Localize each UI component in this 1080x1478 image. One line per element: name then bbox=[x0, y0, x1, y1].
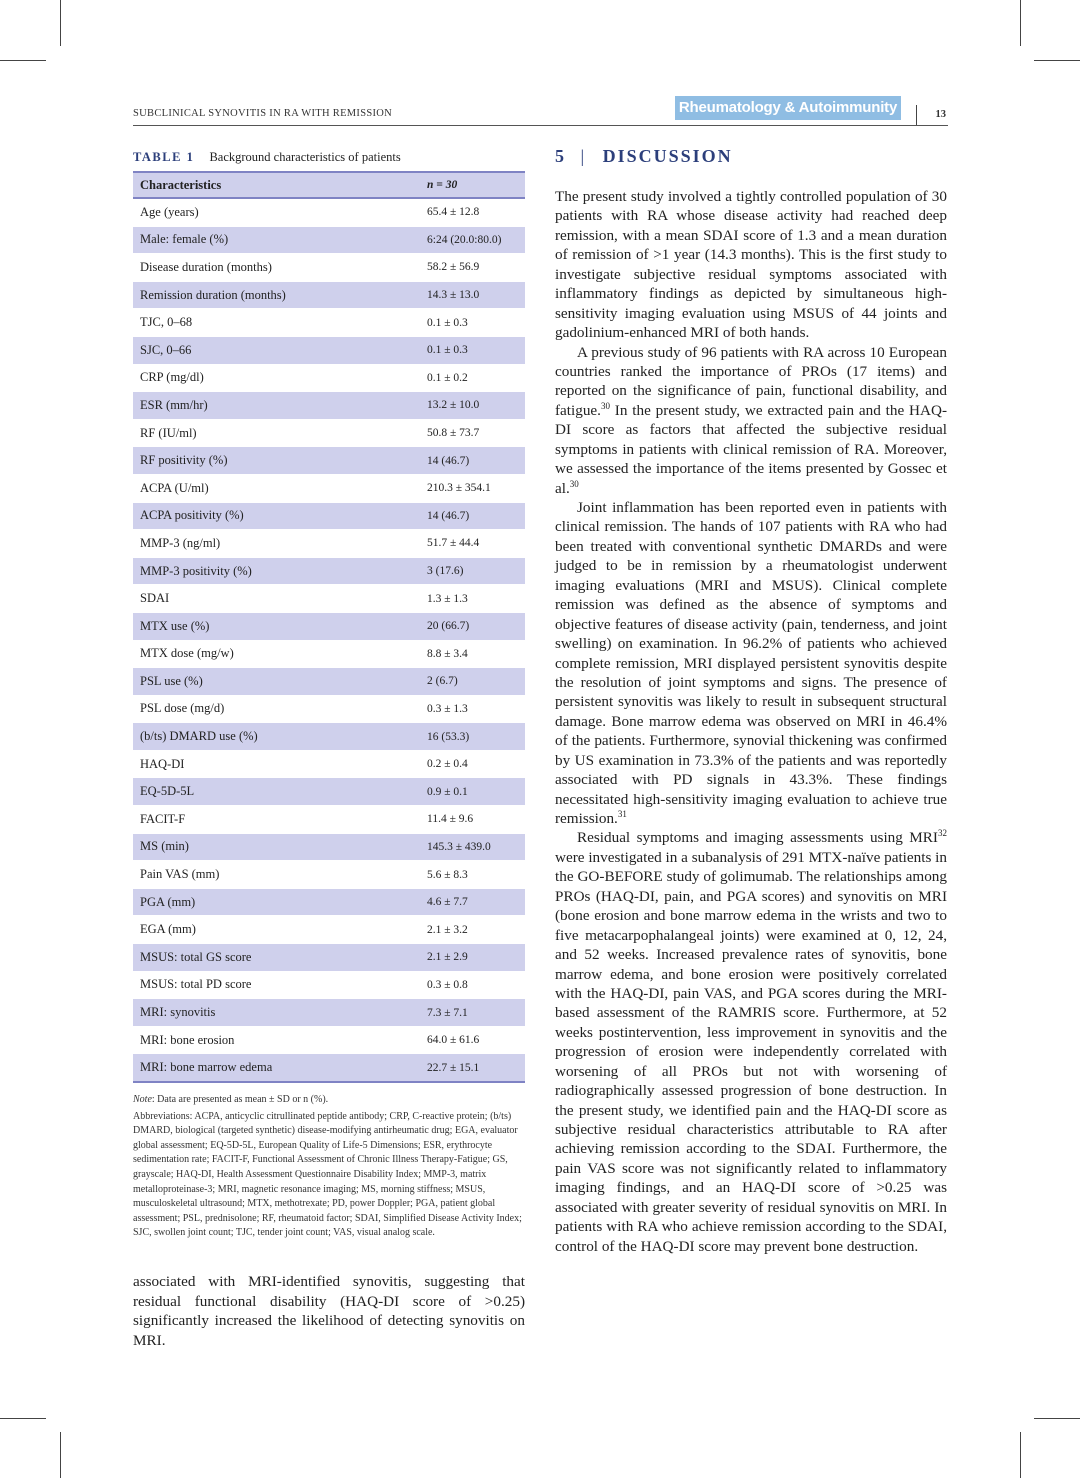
crop-mark bbox=[0, 60, 46, 61]
header-divider bbox=[916, 105, 917, 125]
row-value: 7.3 ± 7.1 bbox=[421, 999, 525, 1027]
row-characteristic: Pain VAS (mm) bbox=[133, 861, 421, 889]
page-header bbox=[133, 95, 948, 126]
row-value: 2 (6.7) bbox=[421, 668, 525, 696]
row-characteristic: MMP-3 positivity (%) bbox=[133, 557, 421, 585]
table-row bbox=[133, 336, 525, 364]
row-characteristic: SDAI bbox=[133, 585, 421, 613]
row-characteristic: MS (min) bbox=[133, 833, 421, 861]
row-value: 145.3 ± 439.0 bbox=[421, 833, 525, 861]
row-value: 5.6 ± 8.3 bbox=[421, 861, 525, 889]
table-row bbox=[133, 447, 525, 475]
row-value: 14.3 ± 13.0 bbox=[421, 281, 525, 309]
table-row bbox=[133, 778, 525, 806]
row-characteristic: ACPA (U/ml) bbox=[133, 474, 421, 502]
column-header-characteristics: Characteristics bbox=[133, 172, 421, 198]
row-value: 64.0 ± 61.6 bbox=[421, 1026, 525, 1054]
row-value: 20 (66.7) bbox=[421, 612, 525, 640]
discussion-paragraph-4 bbox=[555, 828, 947, 1256]
row-value: 58.2 ± 56.9 bbox=[421, 254, 525, 282]
table-label: TABLE 1 bbox=[133, 150, 195, 164]
row-value: 51.7 ± 44.4 bbox=[421, 530, 525, 558]
table-header-row bbox=[133, 172, 525, 198]
row-characteristic: (b/ts) DMARD use (%) bbox=[133, 723, 421, 751]
left-column bbox=[133, 150, 525, 1243]
table-row bbox=[133, 971, 525, 999]
row-value: 6:24 (20.0:80.0) bbox=[421, 226, 525, 254]
row-characteristic: Age (years) bbox=[133, 198, 421, 226]
row-characteristic: SJC, 0–66 bbox=[133, 336, 421, 364]
section-divider: | bbox=[580, 146, 587, 166]
row-characteristic: CRP (mg/dl) bbox=[133, 364, 421, 392]
crop-mark bbox=[1034, 1418, 1080, 1419]
table-row bbox=[133, 944, 525, 972]
row-characteristic: TJC, 0–68 bbox=[133, 309, 421, 337]
table-footnotes bbox=[133, 1093, 525, 1241]
table-row bbox=[133, 640, 525, 668]
note-label: Note bbox=[133, 1094, 152, 1105]
row-value: 11.4 ± 9.6 bbox=[421, 806, 525, 834]
row-value: 0.3 ± 1.3 bbox=[421, 695, 525, 723]
row-characteristic: PSL use (%) bbox=[133, 668, 421, 696]
row-value: 8.8 ± 3.4 bbox=[421, 640, 525, 668]
row-characteristic: RF positivity (%) bbox=[133, 447, 421, 475]
row-value: 0.2 ± 0.4 bbox=[421, 750, 525, 778]
table-row bbox=[133, 806, 525, 834]
paragraph-text: were investigated in a subanalysis of 291 MTX-naïve patients in the GO-BEFORE study of golimumab. The relationships among PROs (HAQ-DI, pain, and PGA scores) and synovitis on MRI (bone erosion and bone marrow edema in the wrists and two to five metacarpophalangeal joints) were examined at 0, 12, 24, and 52 weeks. Increased prevalence rates of synovitis, bone marrow edema, and bone erosion were positively correlated with the HAQ-DI, pain VAS, and PGA scores during the MRI-based assessment of the RAMRIS score. Furthermore, at 52 weeks postintervention, less improvement in synovitis and the progression of erosion were independently correlated with worsening of all PROs but not with worsening of radiographically assessed progression of bone destruction. In the present study, we identified pain and the HAQ-DI score as subjective residual characteristics attributable to RA after achieving remission according to the SDAI. Furthermore, the pain VAS score was not significantly related to inflammatory imaging findings, and an HAQ-DI score of >0.25 was associated with greater severity of residual synovitis on MRI. In patients with RA who achieve remission according to the SDAI, control of the HAQ-DI score may prevent bone destruction. bbox=[555, 848, 947, 1255]
row-characteristic: Male: female (%) bbox=[133, 226, 421, 254]
table-row bbox=[133, 750, 525, 778]
table-row bbox=[133, 419, 525, 447]
row-characteristic: HAQ-DI bbox=[133, 750, 421, 778]
row-characteristic: MRI: bone erosion bbox=[133, 1026, 421, 1054]
row-characteristic: MRI: bone marrow edema bbox=[133, 1054, 421, 1082]
table-row bbox=[133, 888, 525, 916]
row-value: 2.1 ± 2.9 bbox=[421, 944, 525, 972]
citation-ref: 30 bbox=[600, 400, 610, 411]
citation-ref: 30 bbox=[569, 478, 579, 489]
table-row bbox=[133, 309, 525, 337]
table-row bbox=[133, 916, 525, 944]
table-row bbox=[133, 198, 525, 226]
discussion-paragraph-1: The present study involved a tightly controlled population of 30 patients with RA whose disease activity had reached deep remission, with a mean SDAI score of 1.3 and a mean duration of remission of >1 year (14.3 months). This is the first study to investigate subjective residual symptoms associated with inflammatory findings as depicted by simultaneous high-sensitivity imaging evaluation using MSUS of 44 joints and gadolinium-enhanced MRI of both hands. bbox=[555, 188, 947, 342]
row-characteristic: Remission duration (months) bbox=[133, 281, 421, 309]
row-value: 14 (46.7) bbox=[421, 447, 525, 475]
table-row bbox=[133, 364, 525, 392]
row-characteristic: ESR (mm/hr) bbox=[133, 392, 421, 420]
table-row bbox=[133, 1054, 525, 1082]
row-characteristic: PGA (mm) bbox=[133, 888, 421, 916]
row-value: 14 (46.7) bbox=[421, 502, 525, 530]
row-characteristic: Disease duration (months) bbox=[133, 254, 421, 282]
row-characteristic: PSL dose (mg/d) bbox=[133, 695, 421, 723]
table-abbreviations: Abbreviations: ACPA, anticyclic citrullinated peptide antibody; CRP, C-reactive protein; (b/ts) DMARD, biological (targeted synthetic) disease-modifying antirheumatic drug; EGA, evaluator global assessment; EQ-5D-5L, European Quality of Life-5 Dimensions; ESR, erythrocyte sedimentation rate; FACIT-F, Functional Assessment of Chronic Illness Therapy-Fatigue; GS, grayscale; HAQ-DI, Health Assessment Questionnaire Disability Index; MMP-3, matrix metalloproteinase-3; MRI, magnetic resonance imaging; MS, morning stiffness; MSUS, musculoskeletal ultrasound; MTX, methotrexate; PD, power Doppler; PGA, patient global assessment; PSL, prednisolone; RF, rheumatoid factor; SDAI, Simplified Disease Activity Index; SJC, swollen joint count; TJC, tender joint count; VAS, visual analog scale. bbox=[133, 1110, 522, 1239]
table-row bbox=[133, 612, 525, 640]
journal-logo: Rheumatology & Autoimmunity bbox=[675, 96, 901, 120]
paragraph-text: Residual symptoms and imaging assessments using MRI bbox=[577, 829, 938, 847]
page-number: 13 bbox=[935, 109, 946, 120]
table-row bbox=[133, 833, 525, 861]
row-characteristic: MSUS: total PD score bbox=[133, 971, 421, 999]
row-value: 0.1 ± 0.2 bbox=[421, 364, 525, 392]
paragraph-text: In the present study, we extracted pain and the HAQ-DI score as factors that affected the subjective residual symptoms in patients with clinical remission of RA. Moreover, we assessed the importance of the items presented by Gossec et al. bbox=[555, 401, 947, 497]
paragraph-text: Joint inflammation has been reported even in patients with clinical remission. The hands of 107 patients with RA who had been treated with conventional synthetic DMARDs and were judged to be in remission by a rheumatologist underwent imaging evaluations (MRI and MSUS). Clinical complete remission was defined as the absence of symptoms and objective features of disease activity (pain, tenderness, and joint swelling) on examination. In 96.2% of patients who achieved complete remission, MRI displayed persistent synovitis despite the resolution of joint symptoms and signs. The presence of persistent synovitis was likely to result in subsequent structural damage. Bone marrow edema was observed on MRI in 46.4% of the patients. Furthermore, synovial thickening was confirmed by US examination in 73.3% of the patients and was reportedly associated with PD signals in 43.3%. These findings necessitated high-sensitivity imaging evaluation to achieve true remission. bbox=[555, 499, 947, 827]
note-text: : Data are presented as mean ± SD or n (%). bbox=[151, 1094, 329, 1105]
running-title: SUBCLINICAL SYNOVITIS IN RA WITH REMISSION bbox=[133, 108, 393, 119]
table-caption bbox=[133, 150, 525, 165]
row-value: 0.3 ± 0.8 bbox=[421, 971, 525, 999]
column-header-value: n = 30 bbox=[421, 172, 525, 198]
citation-ref: 32 bbox=[938, 828, 947, 839]
row-characteristic: EGA (mm) bbox=[133, 916, 421, 944]
continuation-paragraph: associated with MRI-identified synovitis, suggesting that residual functional disability (HAQ-DI score of >0.25) significantly increased the likelihood of detecting synovitis on MRI. bbox=[133, 1273, 525, 1349]
table-row bbox=[133, 861, 525, 889]
row-characteristic: MMP-3 (ng/ml) bbox=[133, 530, 421, 558]
row-value: 1.3 ± 1.3 bbox=[421, 585, 525, 613]
discussion-body bbox=[555, 187, 947, 1256]
row-value: 16 (53.3) bbox=[421, 723, 525, 751]
row-characteristic: RF (IU/ml) bbox=[133, 419, 421, 447]
table-note bbox=[133, 1093, 525, 1108]
table-row bbox=[133, 585, 525, 613]
row-characteristic: MTX use (%) bbox=[133, 612, 421, 640]
row-value: 65.4 ± 12.8 bbox=[421, 198, 525, 226]
right-column bbox=[555, 146, 947, 1256]
left-continuation bbox=[133, 1272, 525, 1350]
table-row bbox=[133, 502, 525, 530]
row-value: 0.1 ± 0.3 bbox=[421, 336, 525, 364]
crop-mark bbox=[1020, 0, 1021, 46]
citation-ref: 31 bbox=[617, 808, 627, 819]
table-caption-text: Background characteristics of patients bbox=[209, 150, 401, 164]
row-value: 4.6 ± 7.7 bbox=[421, 888, 525, 916]
table-row bbox=[133, 530, 525, 558]
section-number: 5 bbox=[555, 146, 566, 166]
crop-mark bbox=[0, 1418, 46, 1419]
row-value: 3 (17.6) bbox=[421, 557, 525, 585]
row-value: 13.2 ± 10.0 bbox=[421, 392, 525, 420]
row-value: 50.8 ± 73.7 bbox=[421, 419, 525, 447]
row-characteristic: FACIT-F bbox=[133, 806, 421, 834]
row-characteristic: MTX dose (mg/w) bbox=[133, 640, 421, 668]
table-row bbox=[133, 695, 525, 723]
crop-mark bbox=[1034, 60, 1080, 61]
table-row bbox=[133, 999, 525, 1027]
discussion-paragraph-2 bbox=[555, 343, 947, 499]
row-characteristic: MSUS: total GS score bbox=[133, 944, 421, 972]
discussion-paragraph-3 bbox=[555, 498, 947, 828]
crop-mark bbox=[60, 1432, 61, 1478]
row-value: 0.9 ± 0.1 bbox=[421, 778, 525, 806]
section-title: DISCUSSION bbox=[602, 146, 733, 166]
row-characteristic: ACPA positivity (%) bbox=[133, 502, 421, 530]
table-row bbox=[133, 254, 525, 282]
crop-mark bbox=[60, 0, 61, 46]
row-characteristic: MRI: synovitis bbox=[133, 999, 421, 1027]
table-row bbox=[133, 226, 525, 254]
row-characteristic: EQ-5D-5L bbox=[133, 778, 421, 806]
paragraph-text: A previous study of 96 patients with RA across 10 European countries ranked the importance of PROs (17 items) and reported on the significance of pain, functional disability, and fatigue. bbox=[555, 343, 947, 419]
table-row bbox=[133, 668, 525, 696]
table-row bbox=[133, 1026, 525, 1054]
table-row bbox=[133, 474, 525, 502]
row-value: 210.3 ± 354.1 bbox=[421, 474, 525, 502]
table-row bbox=[133, 723, 525, 751]
row-value: 0.1 ± 0.3 bbox=[421, 309, 525, 337]
section-heading bbox=[555, 146, 947, 167]
row-value: 22.7 ± 15.1 bbox=[421, 1054, 525, 1082]
characteristics-table bbox=[133, 171, 525, 1083]
table-row bbox=[133, 281, 525, 309]
table-row bbox=[133, 557, 525, 585]
table-row bbox=[133, 392, 525, 420]
row-value: 2.1 ± 3.2 bbox=[421, 916, 525, 944]
crop-mark bbox=[1020, 1432, 1021, 1478]
